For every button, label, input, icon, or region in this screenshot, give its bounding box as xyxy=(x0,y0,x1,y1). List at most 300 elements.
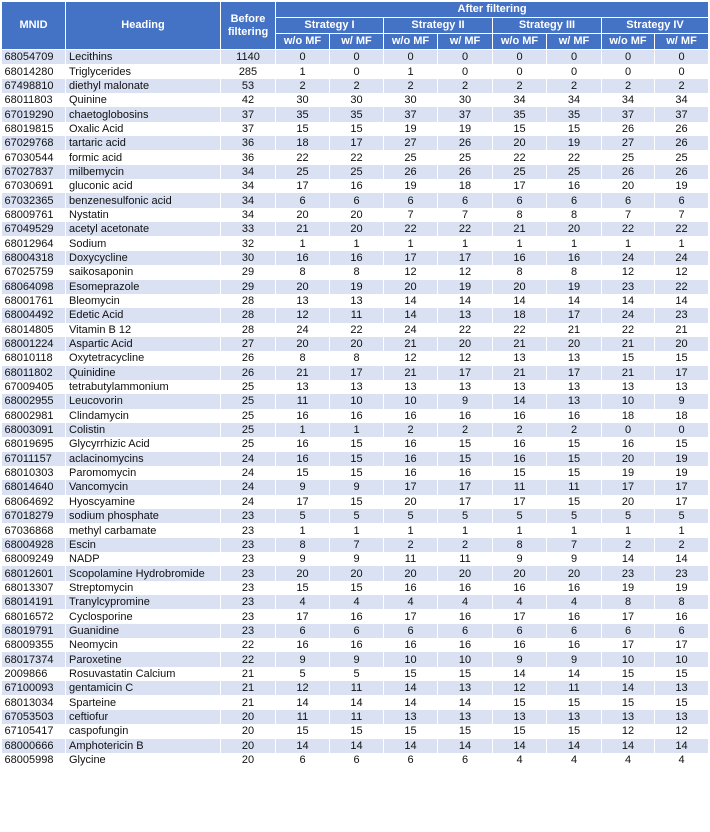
cell-s3-with-mf: 20 xyxy=(547,337,602,351)
cell-heading: Escin xyxy=(66,538,221,552)
cell-s3-without-mf: 16 xyxy=(493,437,547,451)
header-s1-with-mf: w/ MF xyxy=(330,34,384,50)
cell-s4-without-mf: 10 xyxy=(602,652,655,666)
table-row xyxy=(2,652,709,666)
cell-s3-without-mf: 15 xyxy=(493,724,547,738)
cell-s2-without-mf: 16 xyxy=(384,452,438,466)
cell-s3-with-mf: 4 xyxy=(547,753,602,767)
cell-s3-with-mf: 6 xyxy=(547,624,602,638)
cell-s2-without-mf: 16 xyxy=(384,466,438,480)
cell-s3-with-mf: 4 xyxy=(547,595,602,609)
cell-s2-with-mf: 19 xyxy=(438,280,493,294)
cell-s1-with-mf: 15 xyxy=(330,495,384,509)
cell-s2-with-mf: 2 xyxy=(438,79,493,93)
cell-heading: Paromomycin xyxy=(66,466,221,480)
cell-s4-without-mf: 17 xyxy=(602,638,655,652)
cell-before: 1140 xyxy=(221,50,276,65)
cell-heading: Glycyrrhizic Acid xyxy=(66,437,221,451)
cell-heading: chaetoglobosins xyxy=(66,107,221,121)
cell-s1-with-mf: 16 xyxy=(330,638,384,652)
cell-s2-without-mf: 25 xyxy=(384,150,438,164)
cell-s4-with-mf: 14 xyxy=(655,739,709,753)
cell-before: 23 xyxy=(221,609,276,623)
cell-before: 32 xyxy=(221,236,276,250)
cell-s1-with-mf: 1 xyxy=(330,236,384,250)
cell-s3-without-mf: 8 xyxy=(493,208,547,222)
table-row xyxy=(2,739,709,753)
cell-s1-without-mf: 1 xyxy=(276,523,330,537)
cell-s1-without-mf: 9 xyxy=(276,552,330,566)
cell-mnid: 68011803 xyxy=(2,93,66,107)
cell-s2-with-mf: 17 xyxy=(438,251,493,265)
cell-before: 34 xyxy=(221,208,276,222)
cell-before: 22 xyxy=(221,638,276,652)
cell-s1-with-mf: 1 xyxy=(330,523,384,537)
cell-s3-with-mf: 21 xyxy=(547,323,602,337)
cell-s1-with-mf: 9 xyxy=(330,552,384,566)
cell-s1-with-mf: 1 xyxy=(330,423,384,437)
cell-s4-with-mf: 0 xyxy=(655,64,709,78)
cell-s4-with-mf: 23 xyxy=(655,566,709,580)
cell-s1-with-mf: 16 xyxy=(330,609,384,623)
cell-before: 26 xyxy=(221,351,276,365)
table-row xyxy=(2,394,709,408)
cell-s4-without-mf: 6 xyxy=(602,193,655,207)
cell-mnid: 68004928 xyxy=(2,538,66,552)
cell-s3-with-mf: 20 xyxy=(547,566,602,580)
cell-s3-with-mf: 11 xyxy=(547,480,602,494)
cell-mnid: 68019791 xyxy=(2,624,66,638)
header-s2-without-mf: w/o MF xyxy=(384,34,438,50)
cell-before: 28 xyxy=(221,323,276,337)
cell-s2-with-mf: 16 xyxy=(438,581,493,595)
cell-s1-with-mf: 13 xyxy=(330,380,384,394)
cell-s3-with-mf: 0 xyxy=(547,50,602,65)
cell-s1-without-mf: 17 xyxy=(276,609,330,623)
cell-s4-with-mf: 14 xyxy=(655,294,709,308)
cell-s2-with-mf: 4 xyxy=(438,595,493,609)
table-row xyxy=(2,294,709,308)
cell-s1-without-mf: 8 xyxy=(276,265,330,279)
cell-before: 25 xyxy=(221,423,276,437)
cell-s3-without-mf: 14 xyxy=(493,739,547,753)
cell-s1-without-mf: 24 xyxy=(276,323,330,337)
table-row xyxy=(2,366,709,380)
cell-s4-with-mf: 18 xyxy=(655,409,709,423)
header-s3-with-mf: w/ MF xyxy=(547,34,602,50)
cell-s4-without-mf: 1 xyxy=(602,523,655,537)
cell-s1-without-mf: 16 xyxy=(276,251,330,265)
header-before-line1: Before xyxy=(230,12,266,25)
cell-s4-with-mf: 0 xyxy=(655,50,709,65)
header-s1-without-mf: w/o MF xyxy=(276,34,330,50)
cell-s2-with-mf: 14 xyxy=(438,294,493,308)
cell-s4-without-mf: 6 xyxy=(602,624,655,638)
cell-s4-with-mf: 8 xyxy=(655,595,709,609)
cell-s3-without-mf: 6 xyxy=(493,624,547,638)
cell-s4-without-mf: 14 xyxy=(602,739,655,753)
cell-s3-with-mf: 19 xyxy=(547,280,602,294)
cell-s1-without-mf: 25 xyxy=(276,165,330,179)
table-row xyxy=(2,437,709,451)
cell-s1-with-mf: 6 xyxy=(330,193,384,207)
cell-s2-without-mf: 13 xyxy=(384,710,438,724)
cell-s4-with-mf: 15 xyxy=(655,437,709,451)
cell-s3-with-mf: 16 xyxy=(547,409,602,423)
cell-before: 36 xyxy=(221,136,276,150)
cell-mnid: 68002955 xyxy=(2,394,66,408)
cell-heading: ceftiofur xyxy=(66,710,221,724)
cell-s4-without-mf: 0 xyxy=(602,50,655,65)
cell-s3-without-mf: 17 xyxy=(493,179,547,193)
cell-s3-with-mf: 35 xyxy=(547,107,602,121)
cell-heading: Colistin xyxy=(66,423,221,437)
cell-s3-with-mf: 16 xyxy=(547,609,602,623)
cell-s4-with-mf: 22 xyxy=(655,280,709,294)
table-row xyxy=(2,638,709,652)
cell-s3-with-mf: 17 xyxy=(547,366,602,380)
table-row xyxy=(2,681,709,695)
cell-s3-with-mf: 9 xyxy=(547,652,602,666)
cell-s2-without-mf: 2 xyxy=(384,423,438,437)
cell-s4-without-mf: 15 xyxy=(602,351,655,365)
cell-s3-without-mf: 17 xyxy=(493,609,547,623)
cell-s4-with-mf: 6 xyxy=(655,193,709,207)
cell-mnid: 68014280 xyxy=(2,64,66,78)
cell-s4-with-mf: 17 xyxy=(655,366,709,380)
cell-s4-with-mf: 25 xyxy=(655,150,709,164)
cell-mnid: 67053503 xyxy=(2,710,66,724)
cell-s4-with-mf: 19 xyxy=(655,179,709,193)
cell-s3-without-mf: 8 xyxy=(493,265,547,279)
cell-s2-with-mf: 15 xyxy=(438,667,493,681)
cell-s4-without-mf: 15 xyxy=(602,695,655,709)
cell-mnid: 67019290 xyxy=(2,107,66,121)
cell-heading: sodium phosphate xyxy=(66,509,221,523)
cell-s1-without-mf: 30 xyxy=(276,93,330,107)
cell-mnid: 68004492 xyxy=(2,308,66,322)
table-row xyxy=(2,165,709,179)
cell-s1-with-mf: 7 xyxy=(330,538,384,552)
cell-s4-with-mf: 1 xyxy=(655,523,709,537)
cell-s1-without-mf: 1 xyxy=(276,423,330,437)
cell-heading: Amphotericin B xyxy=(66,739,221,753)
cell-s3-with-mf: 16 xyxy=(547,251,602,265)
table-row xyxy=(2,581,709,595)
cell-s2-without-mf: 1 xyxy=(384,236,438,250)
cell-s4-without-mf: 25 xyxy=(602,150,655,164)
cell-s2-without-mf: 30 xyxy=(384,93,438,107)
cell-s3-without-mf: 20 xyxy=(493,280,547,294)
cell-s3-without-mf: 22 xyxy=(493,323,547,337)
cell-s3-with-mf: 16 xyxy=(547,581,602,595)
cell-s3-with-mf: 22 xyxy=(547,150,602,164)
cell-s1-with-mf: 19 xyxy=(330,280,384,294)
header-before-filtering xyxy=(221,2,276,50)
cell-s3-with-mf: 2 xyxy=(547,423,602,437)
cell-s4-with-mf: 17 xyxy=(655,480,709,494)
cell-s1-without-mf: 16 xyxy=(276,638,330,652)
cell-s2-with-mf: 1 xyxy=(438,236,493,250)
cell-s2-without-mf: 19 xyxy=(384,179,438,193)
cell-s2-without-mf: 4 xyxy=(384,595,438,609)
cell-s3-without-mf: 2 xyxy=(493,423,547,437)
cell-s2-with-mf: 13 xyxy=(438,308,493,322)
cell-s2-without-mf: 13 xyxy=(384,380,438,394)
cell-s2-with-mf: 2 xyxy=(438,423,493,437)
cell-s2-without-mf: 14 xyxy=(384,308,438,322)
cell-s4-with-mf: 37 xyxy=(655,107,709,121)
cell-s2-with-mf: 26 xyxy=(438,165,493,179)
cell-s4-with-mf: 17 xyxy=(655,638,709,652)
cell-s4-without-mf: 22 xyxy=(602,222,655,236)
cell-s1-without-mf: 21 xyxy=(276,366,330,380)
cell-s4-with-mf: 26 xyxy=(655,165,709,179)
cell-s3-with-mf: 16 xyxy=(547,179,602,193)
cell-s2-without-mf: 10 xyxy=(384,394,438,408)
cell-s2-with-mf: 15 xyxy=(438,724,493,738)
cell-s2-without-mf: 16 xyxy=(384,409,438,423)
cell-before: 22 xyxy=(221,652,276,666)
cell-s1-without-mf: 8 xyxy=(276,538,330,552)
cell-s3-without-mf: 16 xyxy=(493,581,547,595)
cell-s4-without-mf: 14 xyxy=(602,681,655,695)
cell-s2-with-mf: 6 xyxy=(438,753,493,767)
cell-s3-with-mf: 14 xyxy=(547,294,602,308)
header-s4-without-mf: w/o MF xyxy=(602,34,655,50)
cell-before: 29 xyxy=(221,265,276,279)
cell-s4-with-mf: 12 xyxy=(655,724,709,738)
table-row xyxy=(2,724,709,738)
cell-s3-with-mf: 14 xyxy=(547,739,602,753)
cell-s4-without-mf: 24 xyxy=(602,251,655,265)
cell-s3-without-mf: 13 xyxy=(493,351,547,365)
cell-s2-without-mf: 20 xyxy=(384,495,438,509)
cell-mnid: 67025759 xyxy=(2,265,66,279)
cell-s4-without-mf: 20 xyxy=(602,179,655,193)
cell-s4-with-mf: 13 xyxy=(655,681,709,695)
table-row xyxy=(2,667,709,681)
cell-s2-with-mf: 16 xyxy=(438,466,493,480)
cell-mnid: 68017374 xyxy=(2,652,66,666)
table-row xyxy=(2,710,709,724)
cell-s4-without-mf: 13 xyxy=(602,710,655,724)
cell-s2-without-mf: 6 xyxy=(384,624,438,638)
cell-s4-without-mf: 12 xyxy=(602,724,655,738)
table-row xyxy=(2,251,709,265)
cell-s4-without-mf: 2 xyxy=(602,79,655,93)
cell-before: 34 xyxy=(221,193,276,207)
cell-s3-without-mf: 11 xyxy=(493,480,547,494)
cell-heading: Rosuvastatin Calcium xyxy=(66,667,221,681)
cell-s2-with-mf: 17 xyxy=(438,495,493,509)
cell-s2-without-mf: 15 xyxy=(384,724,438,738)
cell-before: 29 xyxy=(221,280,276,294)
cell-s2-without-mf: 0 xyxy=(384,50,438,65)
cell-s4-without-mf: 23 xyxy=(602,566,655,580)
cell-s3-without-mf: 6 xyxy=(493,193,547,207)
cell-s4-without-mf: 14 xyxy=(602,294,655,308)
cell-s1-with-mf: 20 xyxy=(330,566,384,580)
cell-s1-without-mf: 1 xyxy=(276,64,330,78)
cell-s4-with-mf: 2 xyxy=(655,538,709,552)
cell-s3-with-mf: 2 xyxy=(547,79,602,93)
cell-s3-without-mf: 8 xyxy=(493,538,547,552)
table-row xyxy=(2,480,709,494)
cell-s2-without-mf: 21 xyxy=(384,366,438,380)
cell-s3-with-mf: 9 xyxy=(547,552,602,566)
cell-before: 21 xyxy=(221,695,276,709)
table-row xyxy=(2,380,709,394)
table-row xyxy=(2,64,709,78)
table-body xyxy=(2,50,709,768)
cell-before: 42 xyxy=(221,93,276,107)
cell-s2-without-mf: 16 xyxy=(384,581,438,595)
cell-s1-with-mf: 0 xyxy=(330,64,384,78)
cell-s1-with-mf: 16 xyxy=(330,179,384,193)
cell-before: 27 xyxy=(221,337,276,351)
cell-mnid: 67011157 xyxy=(2,452,66,466)
cell-s2-without-mf: 15 xyxy=(384,667,438,681)
cell-s2-without-mf: 14 xyxy=(384,695,438,709)
cell-heading: gentamicin C xyxy=(66,681,221,695)
cell-s3-with-mf: 19 xyxy=(547,136,602,150)
cell-heading: Vancomycin xyxy=(66,480,221,494)
cell-before: 37 xyxy=(221,122,276,136)
cell-s1-with-mf: 9 xyxy=(330,652,384,666)
cell-heading: Clindamycin xyxy=(66,409,221,423)
cell-mnid: 68001224 xyxy=(2,337,66,351)
cell-s3-without-mf: 4 xyxy=(493,595,547,609)
cell-s1-with-mf: 11 xyxy=(330,681,384,695)
cell-heading: caspofungin xyxy=(66,724,221,738)
cell-heading: Edetic Acid xyxy=(66,308,221,322)
cell-s1-without-mf: 12 xyxy=(276,681,330,695)
cell-heading: Nystatin xyxy=(66,208,221,222)
cell-s3-with-mf: 17 xyxy=(547,308,602,322)
cell-s4-without-mf: 19 xyxy=(602,581,655,595)
cell-s4-with-mf: 15 xyxy=(655,695,709,709)
cell-s4-with-mf: 26 xyxy=(655,122,709,136)
cell-before: 24 xyxy=(221,452,276,466)
header-strategy-4: Strategy IV xyxy=(602,18,709,34)
cell-s3-without-mf: 4 xyxy=(493,753,547,767)
cell-s4-without-mf: 2 xyxy=(602,538,655,552)
cell-heading: Quinidine xyxy=(66,366,221,380)
cell-s2-with-mf: 19 xyxy=(438,122,493,136)
cell-s1-with-mf: 22 xyxy=(330,150,384,164)
cell-heading: Vitamin B 12 xyxy=(66,323,221,337)
cell-s3-without-mf: 21 xyxy=(493,366,547,380)
cell-before: 20 xyxy=(221,724,276,738)
cell-mnid: 67498810 xyxy=(2,79,66,93)
cell-mnid: 2009866 xyxy=(2,667,66,681)
cell-heading: diethyl malonate xyxy=(66,79,221,93)
cell-before: 20 xyxy=(221,710,276,724)
cell-heading: Tranylcypromine xyxy=(66,595,221,609)
cell-s1-without-mf: 16 xyxy=(276,409,330,423)
cell-before: 25 xyxy=(221,394,276,408)
cell-s3-without-mf: 20 xyxy=(493,566,547,580)
cell-s2-without-mf: 17 xyxy=(384,251,438,265)
cell-before: 21 xyxy=(221,667,276,681)
cell-s3-without-mf: 12 xyxy=(493,681,547,695)
table-row xyxy=(2,150,709,164)
cell-s1-without-mf: 20 xyxy=(276,566,330,580)
cell-s3-with-mf: 7 xyxy=(547,538,602,552)
table-row xyxy=(2,222,709,236)
cell-before: 34 xyxy=(221,179,276,193)
cell-s1-without-mf: 9 xyxy=(276,480,330,494)
table-row xyxy=(2,423,709,437)
cell-s2-without-mf: 6 xyxy=(384,753,438,767)
cell-s2-without-mf: 1 xyxy=(384,523,438,537)
cell-heading: Scopolamine Hydrobromide xyxy=(66,566,221,580)
cell-s1-with-mf: 16 xyxy=(330,251,384,265)
cell-s4-with-mf: 15 xyxy=(655,667,709,681)
table-row xyxy=(2,624,709,638)
cell-s2-without-mf: 17 xyxy=(384,480,438,494)
cell-before: 25 xyxy=(221,437,276,451)
cell-mnid: 67049529 xyxy=(2,222,66,236)
cell-s2-without-mf: 6 xyxy=(384,193,438,207)
cell-s2-without-mf: 2 xyxy=(384,538,438,552)
cell-heading: Oxalic Acid xyxy=(66,122,221,136)
cell-s1-with-mf: 14 xyxy=(330,739,384,753)
cell-mnid: 68019695 xyxy=(2,437,66,451)
cell-s1-with-mf: 13 xyxy=(330,294,384,308)
cell-mnid: 67032365 xyxy=(2,193,66,207)
cell-s2-with-mf: 22 xyxy=(438,222,493,236)
cell-before: 34 xyxy=(221,165,276,179)
cell-s2-without-mf: 11 xyxy=(384,552,438,566)
cell-s3-with-mf: 0 xyxy=(547,64,602,78)
cell-before: 37 xyxy=(221,107,276,121)
cell-s1-without-mf: 16 xyxy=(276,452,330,466)
cell-s1-with-mf: 15 xyxy=(330,724,384,738)
cell-s2-with-mf: 20 xyxy=(438,337,493,351)
cell-before: 26 xyxy=(221,366,276,380)
cell-s2-with-mf: 6 xyxy=(438,624,493,638)
cell-s3-without-mf: 21 xyxy=(493,337,547,351)
cell-heading: Triglycerides xyxy=(66,64,221,78)
cell-mnid: 67009405 xyxy=(2,380,66,394)
cell-s4-without-mf: 21 xyxy=(602,366,655,380)
cell-s2-with-mf: 5 xyxy=(438,509,493,523)
cell-mnid: 67100093 xyxy=(2,681,66,695)
cell-s3-without-mf: 13 xyxy=(493,710,547,724)
cell-s2-with-mf: 16 xyxy=(438,609,493,623)
cell-heading: saikosaponin xyxy=(66,265,221,279)
cell-s4-without-mf: 37 xyxy=(602,107,655,121)
cell-s2-without-mf: 37 xyxy=(384,107,438,121)
cell-s3-without-mf: 1 xyxy=(493,523,547,537)
cell-mnid: 68005998 xyxy=(2,753,66,767)
cell-s4-with-mf: 14 xyxy=(655,552,709,566)
cell-heading: Streptomycin xyxy=(66,581,221,595)
cell-s3-without-mf: 34 xyxy=(493,93,547,107)
cell-s2-without-mf: 20 xyxy=(384,566,438,580)
table-row xyxy=(2,509,709,523)
cell-s2-with-mf: 22 xyxy=(438,323,493,337)
table-row xyxy=(2,323,709,337)
cell-s4-without-mf: 17 xyxy=(602,609,655,623)
cell-s4-with-mf: 19 xyxy=(655,581,709,595)
cell-s1-without-mf: 6 xyxy=(276,193,330,207)
cell-s4-with-mf: 5 xyxy=(655,509,709,523)
cell-before: 24 xyxy=(221,480,276,494)
cell-s4-with-mf: 13 xyxy=(655,380,709,394)
